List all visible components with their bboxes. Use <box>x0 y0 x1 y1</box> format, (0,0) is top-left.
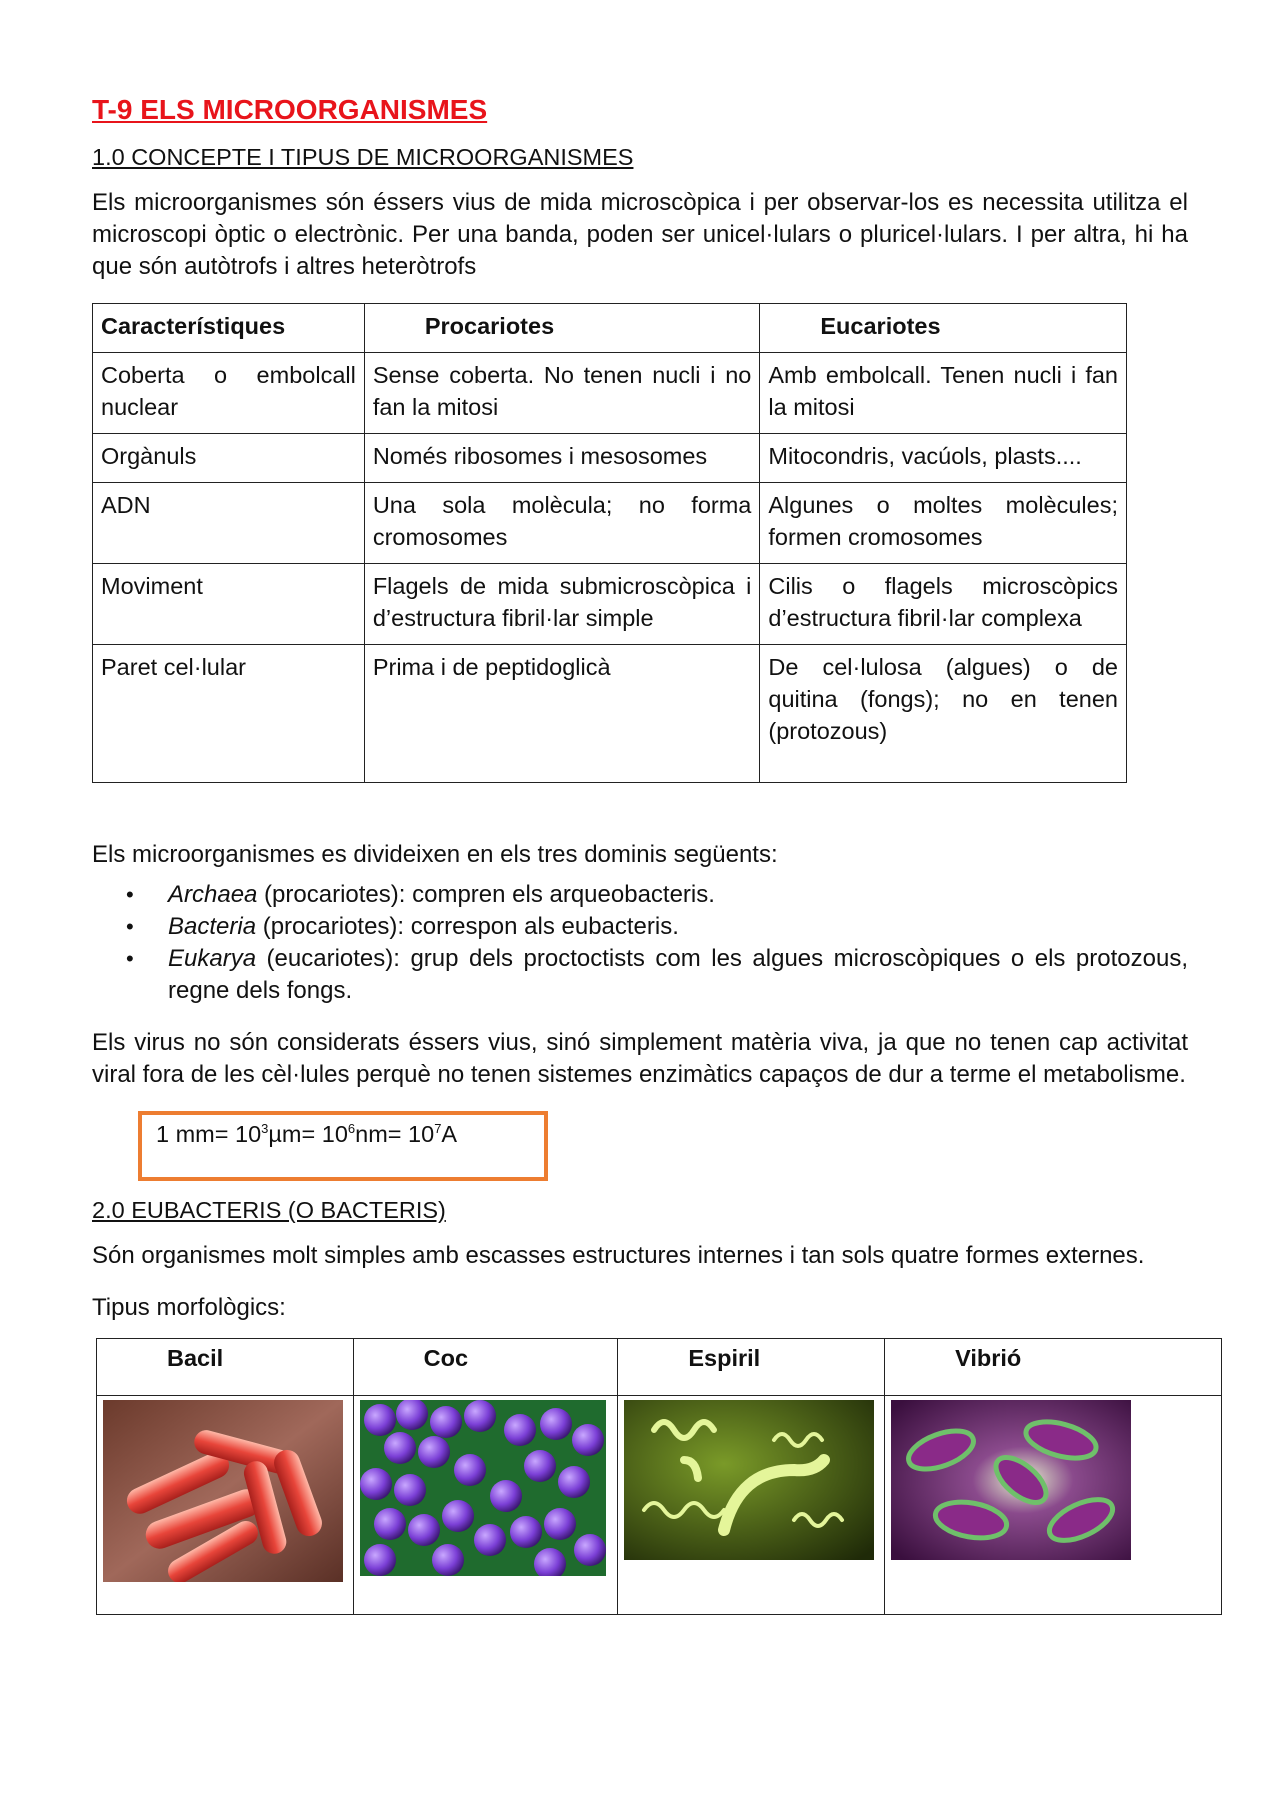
virus-paragraph: Els virus no són considerats éssers vius, sinó simplement matèria viva, ja que no tenen cap activitat viral fora de les cèl·lules perquè no tenen sistemes enzimàtics capaços de dur a terme el metabolisme. <box>92 1029 1188 1088</box>
bacillus-image <box>103 1400 343 1582</box>
table-cell: Mitocondris, vacúols, plasts.... <box>760 434 1127 483</box>
comparison-header: Característiques <box>93 304 365 353</box>
table-row <box>93 353 1127 434</box>
table-cell: Algunes o moltes molècules; formen cromosomes <box>760 483 1127 564</box>
list-item <box>126 943 1188 1007</box>
units-exponent: 7 <box>434 1121 442 1136</box>
domain-name: Eukarya <box>168 945 257 972</box>
section1-intro: Els microorganismes són éssers vius de mida microscòpica i per observar-los es necessita utilitza el microscopi òptic o electrònic. Per una banda, poden ser unicel·lulars o pluricel·lulars. I per altra, hi ha que són autòtrofs i altres heteròtrofs <box>92 189 1188 280</box>
table-row <box>93 645 1127 783</box>
table-cell: Flagels de mida submicroscòpica i d’estructura fibril·lar simple <box>364 564 760 645</box>
bullet-icon: • <box>126 914 134 939</box>
morphology-header: Vibrió <box>885 1339 1222 1396</box>
comparison-header-row <box>93 304 1127 353</box>
table-cell <box>97 1396 354 1615</box>
units-text: 1 mm= 10 <box>156 1121 262 1147</box>
list-item <box>126 879 1188 911</box>
units-exponent: 3 <box>261 1121 269 1136</box>
table-cell: ADN <box>93 483 365 564</box>
units-text: A <box>441 1121 458 1147</box>
units-text: µm= 10 <box>268 1121 348 1147</box>
table-cell: Coberta o embolcall nuclear <box>93 353 365 434</box>
units-box <box>138 1111 548 1181</box>
table-cell: Sense coberta. No tenen nucli i no fan la mitosi <box>364 353 760 434</box>
morphology-image-row <box>97 1396 1222 1615</box>
table-cell: Paret cel·lular <box>93 645 365 783</box>
table-cell: Només ribosomes i mesosomes <box>364 434 760 483</box>
domains-list <box>92 879 1188 1007</box>
table-cell: Una sola molècula; no forma cromosomes <box>364 483 760 564</box>
section2-heading: 2.0 EUBACTERIS (O BACTERIS) <box>92 1197 446 1223</box>
bullet-icon: • <box>126 946 134 971</box>
units-text: nm= 10 <box>355 1121 435 1147</box>
table-row <box>93 434 1127 483</box>
table-cell: De cel·lulosa (algues) o de quitina (fongs); no en tenen (protozous) <box>760 645 1127 783</box>
morphology-header: Coc <box>353 1339 618 1396</box>
table-cell: Prima i de peptidoglicà <box>364 645 760 783</box>
spirillum-image <box>624 1400 874 1560</box>
section2-text: Són organismes molt simples amb escasses estructures internes i tan sols quatre formes externes. <box>92 1242 1145 1269</box>
table-row <box>93 564 1127 645</box>
section1-heading: 1.0 CONCEPTE I TIPUS DE MICROORGANISMES <box>92 144 634 170</box>
domain-name: Bacteria <box>168 913 257 940</box>
comparison-header: Eucariotes <box>760 304 1127 353</box>
domain-desc: (procariotes): compren els arqueobacteris. <box>257 881 715 908</box>
domain-name: Archaea <box>168 881 258 908</box>
comparison-table <box>92 303 1127 783</box>
table-cell <box>353 1396 618 1615</box>
domain-desc: (eucariotes): grup dels proctoctists com les algues microscòpiques o els protozous, regne dels fongs. <box>168 945 1188 1004</box>
table-cell: Cilis o flagels microscòpics d’estructura fibril·lar complexa <box>760 564 1127 645</box>
bullet-icon: • <box>126 882 134 907</box>
domain-desc: (procariotes): correspon als eubacteris. <box>256 913 679 940</box>
morphology-header: Espiril <box>618 1339 885 1396</box>
coccus-image <box>360 1400 606 1576</box>
units-exponent: 6 <box>347 1121 356 1136</box>
document-page <box>92 88 1188 1615</box>
table-cell <box>885 1396 1222 1615</box>
domains-intro: Els microorganismes es divideixen en els tres dominis següents: <box>92 841 778 868</box>
table-cell <box>618 1396 885 1615</box>
morphology-header-row <box>97 1339 1222 1396</box>
morphology-table <box>96 1338 1222 1615</box>
list-item <box>126 911 1188 943</box>
comparison-header: Procariotes <box>364 304 760 353</box>
table-row <box>93 483 1127 564</box>
table-cell: Moviment <box>93 564 365 645</box>
table-cell: Orgànuls <box>93 434 365 483</box>
document-title: T-9 ELS MICROORGANISMES <box>92 94 488 125</box>
morph-label: Tipus morfològics: <box>92 1294 286 1321</box>
morphology-header: Bacil <box>97 1339 354 1396</box>
table-cell: Amb embolcall. Tenen nucli i fan la mitosi <box>760 353 1127 434</box>
vibrio-image <box>891 1400 1131 1560</box>
